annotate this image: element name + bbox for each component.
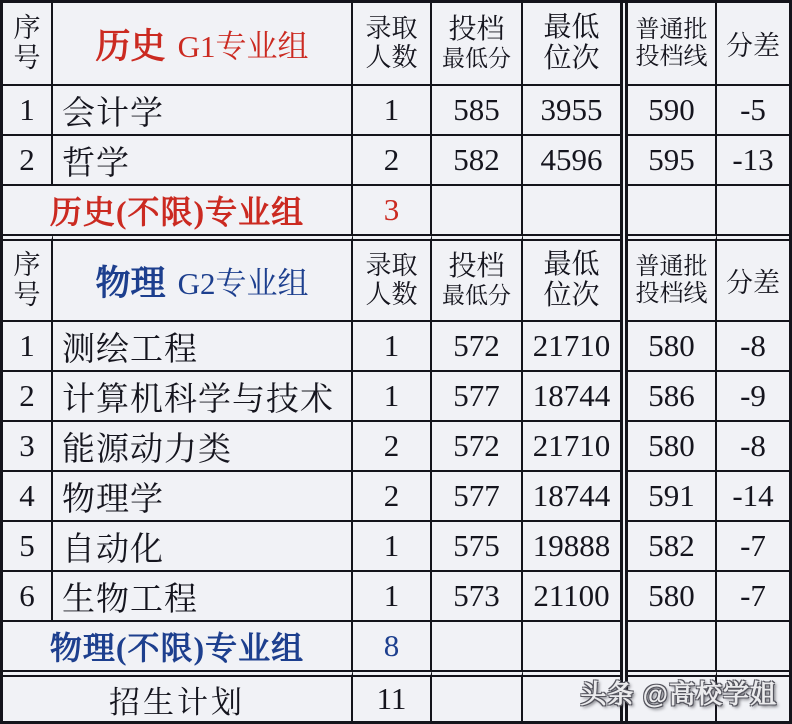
col-header-score-diff: 分差	[717, 234, 789, 322]
empty-cell	[628, 186, 717, 234]
col-header-seq: 序 号	[3, 234, 53, 322]
history-row-2-rank: 4596	[523, 136, 620, 186]
physics-row-5-major: 自动化	[53, 522, 353, 572]
physics-row-4-rank: 18744	[523, 472, 620, 522]
physics-row-5-diff: -7	[717, 522, 789, 572]
history-row-2-major: 哲学	[53, 136, 353, 186]
empty-cell	[523, 186, 620, 234]
history-row-1-diff: -5	[717, 86, 789, 136]
history-row-1-rank: 3955	[523, 86, 620, 136]
physics-row-2-count: 1	[353, 372, 432, 422]
col-header-min-rank: 最低 位次	[523, 3, 620, 86]
physics-row-4-diff: -14	[717, 472, 789, 522]
physics-summary-count: 8	[353, 622, 432, 670]
history-summary-label: 历史(不限)专业组	[3, 186, 353, 234]
history-row-1-seq: 1	[3, 86, 53, 136]
col-header-min-score: 投档 最低分	[432, 234, 523, 322]
physics-row-3-seq: 3	[3, 422, 53, 472]
history-row-1-count: 1	[353, 86, 432, 136]
physics-row-3-major: 能源动力类	[53, 422, 353, 472]
section-divider-double-line	[620, 3, 628, 721]
col-header-min-score: 投档 最低分	[432, 3, 523, 86]
history-row-2-score: 582	[432, 136, 523, 186]
empty-cell	[432, 622, 523, 670]
col-header-seq-line2: 号	[13, 42, 41, 73]
col-header-min-rank: 最低 位次	[523, 234, 620, 322]
col-header-batch-line: 普通批 投档线	[628, 3, 717, 86]
physics-row-6-diff: -7	[717, 572, 789, 622]
physics-row-4-seq: 4	[3, 472, 53, 522]
col-header-admit-count: 录取 人数	[353, 234, 432, 322]
physics-row-2-seq: 2	[3, 372, 53, 422]
history-row-2-line: 595	[628, 136, 717, 186]
history-group-header	[53, 3, 353, 86]
empty-cell	[628, 670, 717, 721]
physics-row-2-line: 586	[628, 372, 717, 422]
empty-cell	[717, 622, 789, 670]
physics-row-1-major: 测绘工程	[53, 322, 353, 372]
physics-row-3-rank: 21710	[523, 422, 620, 472]
history-summary-count: 3	[353, 186, 432, 234]
history-row-1-line: 590	[628, 86, 717, 136]
physics-row-1-line: 580	[628, 322, 717, 372]
physics-row-1-seq: 1	[3, 322, 53, 372]
physics-row-3-line: 580	[628, 422, 717, 472]
col-header-admit-count: 录取 人数	[353, 3, 432, 86]
physics-row-6-score: 573	[432, 572, 523, 622]
physics-row-2-score: 577	[432, 372, 523, 422]
col-header-seq	[3, 3, 53, 86]
col-header-seq-line1: 序	[13, 12, 41, 43]
physics-row-2-major: 计算机科学与技术	[53, 372, 353, 422]
plan-total: 11	[353, 670, 432, 721]
physics-row-5-rank: 19888	[523, 522, 620, 572]
physics-row-5-seq: 5	[3, 522, 53, 572]
toutiao-watermark: 头条 @高校学姐	[580, 679, 777, 709]
history-group-code: G1专业组	[177, 29, 309, 64]
history-row-2-diff: -13	[717, 136, 789, 186]
physics-row-6-line: 580	[628, 572, 717, 622]
physics-row-4-major: 物理学	[53, 472, 353, 522]
physics-row-6-rank: 21100	[523, 572, 620, 622]
history-row-2-seq: 2	[3, 136, 53, 186]
physics-group-code: G2专业组	[177, 266, 309, 301]
empty-cell	[717, 670, 789, 721]
physics-row-6-major: 生物工程	[53, 572, 353, 622]
empty-cell	[523, 670, 620, 721]
physics-row-4-line: 591	[628, 472, 717, 522]
empty-cell	[432, 670, 523, 721]
physics-row-5-score: 575	[432, 522, 523, 572]
history-group-name: 历史	[95, 26, 166, 66]
physics-group-name: 物理	[95, 263, 166, 303]
col-header-batch-line: 普通批 投档线	[628, 234, 717, 322]
history-row-1-score: 585	[432, 86, 523, 136]
empty-cell	[432, 186, 523, 234]
empty-cell	[523, 622, 620, 670]
physics-row-4-count: 2	[353, 472, 432, 522]
col-header-score-diff: 分差	[717, 3, 789, 86]
physics-row-5-line: 582	[628, 522, 717, 572]
physics-row-3-count: 2	[353, 422, 432, 472]
empty-cell	[717, 186, 789, 234]
physics-row-1-count: 1	[353, 322, 432, 372]
physics-row-6-seq: 6	[3, 572, 53, 622]
physics-row-2-rank: 18744	[523, 372, 620, 422]
physics-row-5-count: 1	[353, 522, 432, 572]
physics-row-3-diff: -8	[717, 422, 789, 472]
physics-row-3-score: 572	[432, 422, 523, 472]
physics-summary-label: 物理(不限)专业组	[3, 622, 353, 670]
physics-row-1-rank: 21710	[523, 322, 620, 372]
empty-cell	[628, 622, 717, 670]
plan-label: 招生计划	[3, 670, 353, 721]
history-row-2-count: 2	[353, 136, 432, 186]
history-row-1-major: 会计学	[53, 86, 353, 136]
physics-row-2-diff: -9	[717, 372, 789, 422]
physics-row-1-score: 572	[432, 322, 523, 372]
physics-row-4-score: 577	[432, 472, 523, 522]
physics-row-6-count: 1	[353, 572, 432, 622]
physics-group-header	[53, 234, 353, 322]
physics-row-1-diff: -8	[717, 322, 789, 372]
